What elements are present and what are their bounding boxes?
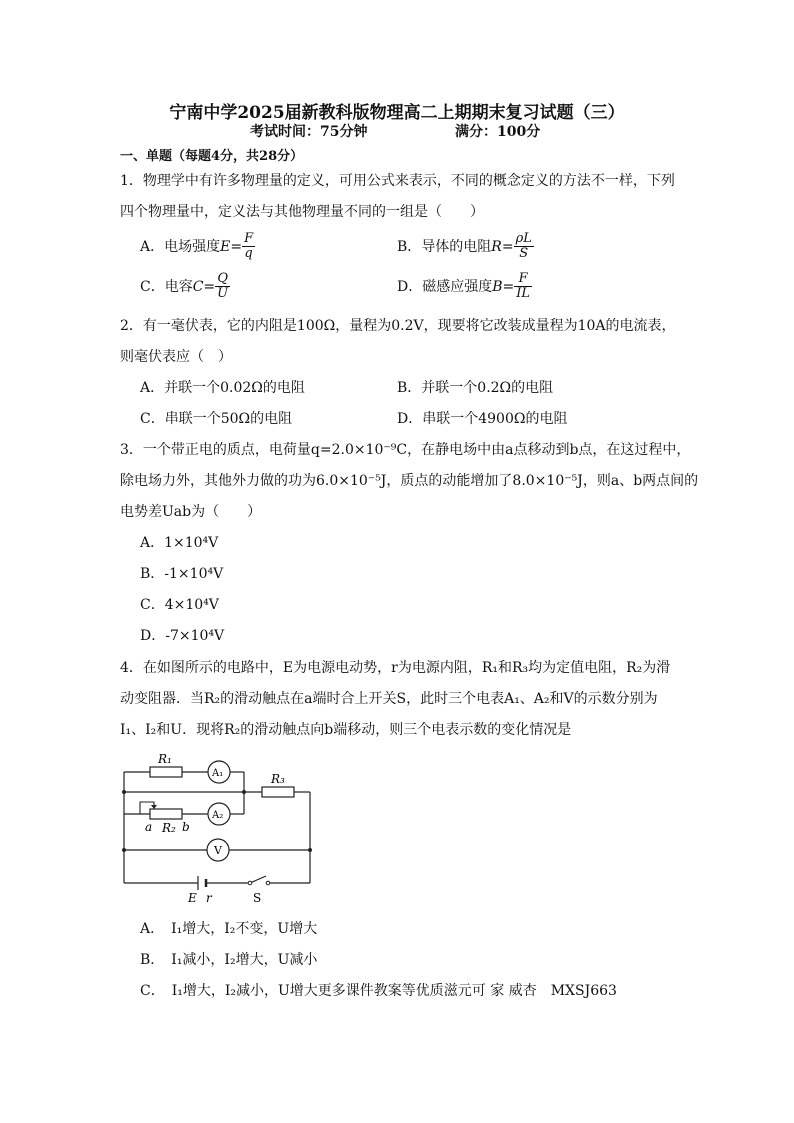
junction-dot: [122, 790, 126, 794]
section-heading: 一、单题（每题4分，共28分）: [120, 149, 304, 164]
junction-dot: [308, 848, 312, 852]
q4-option-a: A． I₁增大，I₂不变，U增大: [140, 921, 318, 937]
q2-line2: 则毫伏表应（ ）: [120, 349, 232, 365]
q1-c-num: Q: [215, 272, 230, 287]
label-b: b: [182, 820, 190, 834]
q1-d-num: F: [514, 272, 532, 287]
q1-b-den: S: [519, 246, 529, 262]
junction-dot: [122, 848, 126, 852]
q3-option-c: C．4×10⁴V: [140, 597, 219, 613]
q2-option-c: C．串联一个50Ω的电阻: [140, 411, 293, 427]
resistor-r3: [262, 787, 294, 797]
exam-title: 宁南中学2025届新教科版物理高二上期期末复习试题（三）: [169, 103, 625, 123]
q3-option-b: B．-1×10⁴V: [140, 566, 224, 582]
exam-time: 考试时间：75分钟: [250, 124, 368, 140]
label-r: r: [206, 891, 212, 905]
q3-line1: 3．一个带正电的质点，电荷量q=2.0×10⁻⁹C，在静电场中由a点移动到b点，在这过程中，: [120, 442, 691, 458]
label-r1: R₁: [158, 752, 172, 766]
rheostat-r2: [150, 809, 182, 819]
q1-d-fraction: [514, 272, 532, 302]
q1-b-fraction: [514, 232, 534, 262]
q1-line1: 1．物理学中有许多物理量的定义，可用公式来表示，不同的概念定义的方法不一样，下列: [120, 173, 675, 189]
q4-line1: 4．在如图所示的电路中，E为电源电动势，r为电源内阻，R₁和R₃均为定值电阻，R₂为滑: [120, 660, 671, 676]
q1-a-fraction: [242, 232, 255, 262]
label-e: E: [188, 891, 197, 905]
q4-line2: 动变阻器．当R₂的滑动触点在a端时合上开关S，此时三个电表A₁、A₂和V的示数分别为: [120, 691, 658, 707]
q2-option-d: D．串联一个4900Ω的电阻: [397, 411, 568, 427]
q1-option-c: [140, 272, 230, 302]
q3-line3: 电势差Uab为（ ）: [120, 504, 262, 520]
q1-a-num: F: [244, 231, 254, 246]
q4-option-b: B． I₁减小，I₂增大，U减小: [140, 952, 318, 968]
q1-option-d: [397, 272, 532, 302]
q3-option-d: D．-7×10⁴V: [140, 628, 225, 644]
label-s: S: [253, 891, 262, 905]
label-a2: A₂: [212, 810, 224, 821]
label-r2: R₂: [162, 821, 176, 835]
q1-option-a: [140, 232, 255, 262]
q1-a-lhs: E=: [220, 238, 243, 255]
q1-b-lhs: R=: [491, 238, 514, 255]
label-a1: A₁: [212, 768, 224, 779]
q4-line3: I₁、I₂和U．现将R₂的滑动触点向b端移动，则三个电表示数的变化情况是: [120, 722, 572, 738]
q3-option-a: A．1×10⁴V: [140, 535, 219, 551]
q2-option-a: A．并联一个0.02Ω的电阻: [140, 380, 305, 396]
q3-line2: 除电场力外，其他外力做的功为6.0×10⁻⁵J，质点的动能增加了8.0×10⁻⁵J，则a、b两点间的: [120, 473, 699, 489]
q1-c-label: C．电容: [140, 278, 193, 295]
resistor-r1: [150, 767, 182, 777]
switch-contact: [266, 881, 270, 885]
exam-score: 满分：100分: [455, 124, 541, 140]
q1-b-label: B．导体的电阻: [397, 238, 492, 255]
q1-b-num: ρL: [515, 231, 532, 246]
q1-line2: 四个物理量中，定义法与其他物理量不同的一组是（ ）: [120, 204, 484, 220]
q4-option-c: C． I₁增大，I₂减小，U增大更多课件教案等优质滋元可 家 威杏 MXSJ663: [140, 983, 617, 999]
label-a: a: [145, 820, 153, 834]
switch-contact: [248, 881, 252, 885]
circuit-diagram: [110, 750, 330, 905]
label-v: V: [214, 844, 222, 857]
junction-dot: [242, 790, 246, 794]
q1-c-den: U: [217, 286, 229, 302]
q1-d-lhs: B=: [492, 278, 515, 295]
q1-d-den: IL: [516, 286, 531, 302]
q1-c-fraction: [215, 272, 230, 302]
label-r3: R₃: [271, 772, 285, 786]
q2-line1: 2．有一毫伏表，它的内阻是100Ω，量程为0.2V，现要将它改装成量程为10A的电流表，: [120, 318, 676, 334]
q1-option-b: [397, 232, 534, 262]
q1-a-label: A．电场强度: [140, 238, 221, 255]
q1-c-lhs: C=: [192, 278, 216, 295]
q1-a-den: q: [244, 246, 253, 262]
q2-option-b: B．并联一个0.2Ω的电阻: [397, 380, 554, 396]
q1-d-label: D．磁感应强度: [397, 278, 493, 295]
